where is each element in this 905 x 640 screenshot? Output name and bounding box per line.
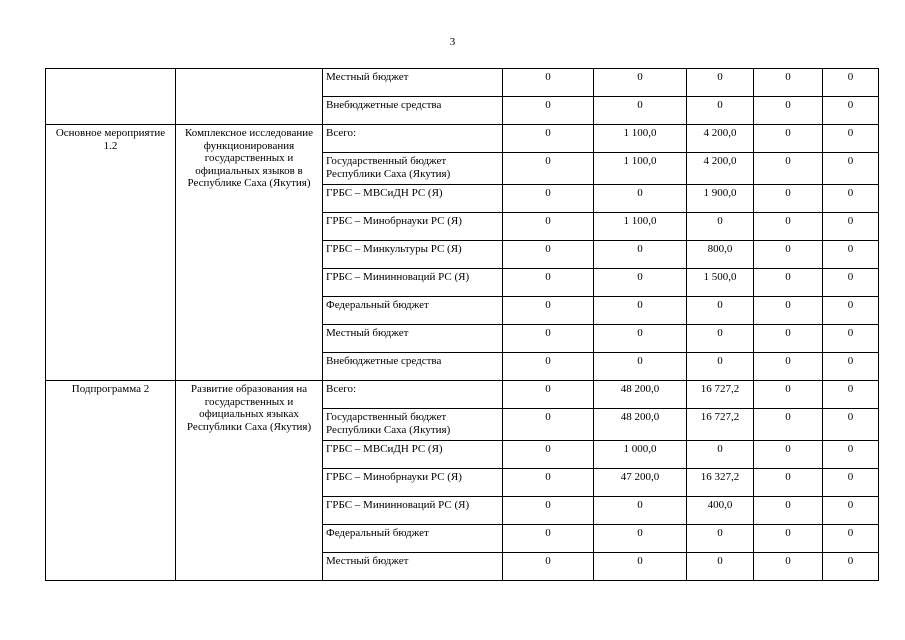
amount-cell: 0 xyxy=(823,97,879,125)
funding-source-cell: Государственный бюджет Республики Саха (Якутия) xyxy=(323,153,503,185)
table-row xyxy=(46,125,879,153)
amount-cell: 0 xyxy=(754,97,823,125)
amount-cell: 0 xyxy=(754,213,823,241)
amount-cell: 0 xyxy=(754,153,823,185)
amount-cell: 0 xyxy=(754,69,823,97)
amount-cell: 0 xyxy=(823,297,879,325)
program-item-cell xyxy=(46,69,176,125)
budget-table xyxy=(45,68,879,581)
funding-source-cell: Местный бюджет xyxy=(323,69,503,97)
amount-cell: 0 xyxy=(823,69,879,97)
amount-cell: 0 xyxy=(823,213,879,241)
amount-cell: 0 xyxy=(754,125,823,153)
amount-cell: 0 xyxy=(503,325,594,353)
table-row xyxy=(46,69,879,97)
amount-cell: 47 200,0 xyxy=(594,469,687,497)
amount-cell: 0 xyxy=(823,553,879,581)
amount-cell: 0 xyxy=(687,69,754,97)
funding-source-cell: ГРБС – Минобрнауки РС (Я) xyxy=(323,469,503,497)
funding-source-cell: Внебюджетные средства xyxy=(323,353,503,381)
amount-cell: 0 xyxy=(687,353,754,381)
amount-cell: 800,0 xyxy=(687,241,754,269)
program-item-cell: Основное мероприятие 1.2 xyxy=(46,125,176,381)
program-item-cell: Подпрограмма 2 xyxy=(46,381,176,581)
amount-cell: 1 000,0 xyxy=(594,441,687,469)
amount-cell: 0 xyxy=(503,525,594,553)
amount-cell: 0 xyxy=(754,381,823,409)
amount-cell: 0 xyxy=(823,241,879,269)
amount-cell: 0 xyxy=(823,153,879,185)
amount-cell: 16 727,2 xyxy=(687,409,754,441)
amount-cell: 0 xyxy=(594,69,687,97)
amount-cell: 400,0 xyxy=(687,497,754,525)
amount-cell: 0 xyxy=(594,269,687,297)
amount-cell: 0 xyxy=(754,469,823,497)
funding-source-cell: Федеральный бюджет xyxy=(323,525,503,553)
funding-source-cell: ГРБС – МВСиДН РС (Я) xyxy=(323,441,503,469)
page-number: 3 xyxy=(449,36,456,48)
amount-cell: 0 xyxy=(823,441,879,469)
funding-source-cell: ГРБС – Минобрнауки РС (Я) xyxy=(323,213,503,241)
amount-cell: 0 xyxy=(503,381,594,409)
amount-cell: 0 xyxy=(503,297,594,325)
amount-cell: 0 xyxy=(687,213,754,241)
amount-cell: 0 xyxy=(503,269,594,297)
amount-cell: 0 xyxy=(823,469,879,497)
amount-cell: 0 xyxy=(754,525,823,553)
amount-cell: 0 xyxy=(503,353,594,381)
amount-cell: 4 200,0 xyxy=(687,153,754,185)
amount-cell: 1 900,0 xyxy=(687,185,754,213)
funding-source-cell: ГРБС – МВСиДН РС (Я) xyxy=(323,185,503,213)
amount-cell: 0 xyxy=(687,525,754,553)
amount-cell: 0 xyxy=(754,325,823,353)
amount-cell: 4 200,0 xyxy=(687,125,754,153)
amount-cell: 0 xyxy=(687,297,754,325)
amount-cell: 0 xyxy=(823,325,879,353)
program-description-cell: Комплексное исследование функционирования государственных и официальных языков в Республике Саха (Якутия) xyxy=(176,125,323,381)
funding-source-cell: ГРБС – Мининноваций РС (Я) xyxy=(323,497,503,525)
amount-cell: 0 xyxy=(594,297,687,325)
amount-cell: 0 xyxy=(594,325,687,353)
amount-cell: 16 727,2 xyxy=(687,381,754,409)
amount-cell: 48 200,0 xyxy=(594,409,687,441)
amount-cell: 0 xyxy=(687,325,754,353)
amount-cell: 0 xyxy=(503,441,594,469)
amount-cell: 0 xyxy=(823,409,879,441)
amount-cell: 0 xyxy=(687,553,754,581)
amount-cell: 0 xyxy=(594,353,687,381)
amount-cell: 0 xyxy=(594,185,687,213)
funding-source-cell: ГРБС – Минкультуры РС (Я) xyxy=(323,241,503,269)
funding-source-cell: Всего: xyxy=(323,125,503,153)
amount-cell: 0 xyxy=(687,441,754,469)
amount-cell: 0 xyxy=(754,185,823,213)
amount-cell: 0 xyxy=(823,525,879,553)
amount-cell: 0 xyxy=(823,269,879,297)
amount-cell: 0 xyxy=(594,241,687,269)
amount-cell: 0 xyxy=(754,241,823,269)
funding-source-cell: Всего: xyxy=(323,381,503,409)
amount-cell: 0 xyxy=(503,69,594,97)
amount-cell: 0 xyxy=(754,553,823,581)
amount-cell: 0 xyxy=(503,125,594,153)
amount-cell: 0 xyxy=(823,125,879,153)
funding-source-cell: Местный бюджет xyxy=(323,553,503,581)
amount-cell: 0 xyxy=(754,409,823,441)
amount-cell: 1 100,0 xyxy=(594,213,687,241)
amount-cell: 0 xyxy=(503,241,594,269)
amount-cell: 0 xyxy=(823,497,879,525)
amount-cell: 0 xyxy=(823,353,879,381)
amount-cell: 48 200,0 xyxy=(594,381,687,409)
amount-cell: 0 xyxy=(823,185,879,213)
amount-cell: 0 xyxy=(754,353,823,381)
funding-source-cell: ГРБС – Мининноваций РС (Я) xyxy=(323,269,503,297)
amount-cell: 0 xyxy=(594,497,687,525)
amount-cell: 1 100,0 xyxy=(594,153,687,185)
amount-cell: 0 xyxy=(823,381,879,409)
amount-cell: 0 xyxy=(503,185,594,213)
funding-source-cell: Государственный бюджет Республики Саха (Якутия) xyxy=(323,409,503,441)
amount-cell: 0 xyxy=(503,497,594,525)
amount-cell: 1 100,0 xyxy=(594,125,687,153)
amount-cell: 0 xyxy=(503,553,594,581)
amount-cell: 0 xyxy=(754,497,823,525)
amount-cell: 0 xyxy=(594,553,687,581)
amount-cell: 0 xyxy=(503,409,594,441)
amount-cell: 16 327,2 xyxy=(687,469,754,497)
amount-cell: 0 xyxy=(687,97,754,125)
amount-cell: 0 xyxy=(503,97,594,125)
table-row xyxy=(46,381,879,409)
amount-cell: 0 xyxy=(754,269,823,297)
program-description-cell: Развитие образования на государственных и официальных языках Республики Саха (Якутия) xyxy=(176,381,323,581)
amount-cell: 1 500,0 xyxy=(687,269,754,297)
amount-cell: 0 xyxy=(594,97,687,125)
funding-source-cell: Местный бюджет xyxy=(323,325,503,353)
amount-cell: 0 xyxy=(754,441,823,469)
funding-source-cell: Внебюджетные средства xyxy=(323,97,503,125)
amount-cell: 0 xyxy=(594,525,687,553)
program-description-cell xyxy=(176,69,323,125)
amount-cell: 0 xyxy=(503,469,594,497)
amount-cell: 0 xyxy=(503,213,594,241)
amount-cell: 0 xyxy=(503,153,594,185)
funding-source-cell: Федеральный бюджет xyxy=(323,297,503,325)
amount-cell: 0 xyxy=(754,297,823,325)
